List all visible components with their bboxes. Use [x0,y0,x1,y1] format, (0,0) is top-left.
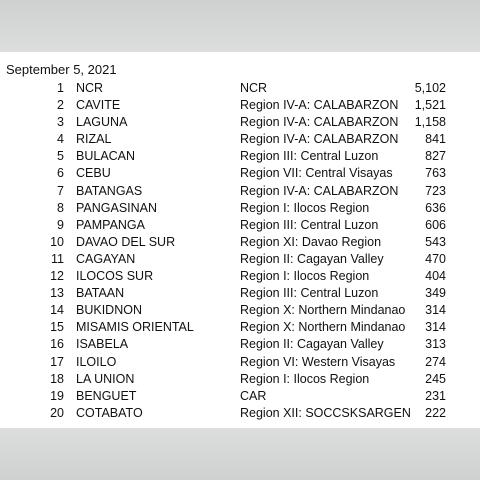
region-cell: Region XII: SOCCSKSARGEN [240,405,411,420]
count-cell: 827 [425,149,446,164]
region-cell: Region I: Ilocos Region [240,200,370,215]
count-cell: 470 [425,251,446,266]
count-cell: 274 [425,354,446,369]
count-cell: 404 [425,269,446,284]
table-row [0,268,480,285]
rank-cell: 17 [50,354,64,369]
region-cell: Region IV-A: CALABARZON [240,183,399,198]
table-row [0,165,480,182]
table-row [0,302,480,319]
rank-cell: 12 [50,269,64,284]
province-cell: BENGUET [76,388,137,403]
count-cell: 314 [425,320,446,335]
count-cell: 222 [425,405,446,420]
table-row [0,97,480,114]
region-cell: Region VII: Central Visayas [240,166,393,181]
rank-cell: 18 [50,371,64,386]
top-background-band [0,0,480,52]
rank-cell: 14 [50,303,64,318]
province-cell: MISAMIS ORIENTAL [76,320,194,335]
region-cell: Region XI: Davao Region [240,234,382,249]
table-row [0,251,480,268]
rank-cell: 19 [50,388,64,403]
count-cell: 1,158 [414,115,446,130]
count-cell: 723 [425,183,446,198]
rank-cell: 10 [50,234,64,249]
table-row [0,131,480,148]
province-cell: PANGASINAN [76,200,158,215]
region-cell: Region III: Central Luzon [240,149,379,164]
table-row [0,319,480,336]
count-cell: 1,521 [414,98,446,113]
region-cell: Region I: Ilocos Region [240,269,370,284]
rank-cell: 16 [50,337,64,352]
rank-cell: 5 [57,149,64,164]
count-cell: 763 [425,166,446,181]
table-row [0,371,480,388]
count-cell: 245 [425,371,446,386]
rank-cell: 15 [50,320,64,335]
region-cell: Region IV-A: CALABARZON [240,98,399,113]
rank-cell: 8 [57,200,64,215]
province-cell: DAVAO DEL SUR [76,234,176,249]
count-cell: 606 [425,217,446,232]
province-cell: NCR [76,81,104,95]
province-cell: CAVITE [76,98,121,113]
province-cell: BATANGAS [76,183,143,198]
table-row [0,336,480,353]
region-cell: Region III: Central Luzon [240,217,379,232]
count-cell: 314 [425,303,446,318]
count-cell: 841 [425,132,446,147]
rank-cell: 13 [50,286,64,301]
province-cell: BUKIDNON [76,303,142,318]
rank-cell: 1 [57,81,64,95]
table-row [0,183,480,200]
province-cell: CEBU [76,166,111,181]
rank-cell: 4 [57,132,64,147]
province-cell: LA UNION [76,371,135,386]
count-cell: 636 [425,200,446,215]
province-cell: PAMPANGA [76,217,145,232]
document-sheet [0,52,480,428]
table-row [0,388,480,405]
region-cell: Region IV-A: CALABARZON [240,132,399,147]
province-cell: RIZAL [76,132,112,147]
table-row [0,200,480,217]
rank-cell: 2 [57,98,64,113]
province-cell: LAGUNA [76,115,128,130]
table-row [0,354,480,371]
rank-cell: 7 [57,183,64,198]
region-cell: Region I: Ilocos Region [240,371,370,386]
count-cell: 543 [425,234,446,249]
region-cell: CAR [240,388,267,403]
region-cell: Region X: Northern Mindanao [240,320,406,335]
region-cell: Region IV-A: CALABARZON [240,115,399,130]
rank-cell: 11 [51,251,64,266]
report-date: September 5, 2021 [6,62,117,77]
rank-cell: 20 [50,405,64,420]
count-cell: 231 [425,388,446,403]
region-cell: Region VI: Western Visayas [240,354,396,369]
province-cell: ILOILO [76,354,117,369]
count-cell: 313 [425,337,446,352]
table-row [0,234,480,251]
province-cell: ILOCOS SUR [76,269,154,284]
province-cell: BATAAN [76,286,125,301]
region-cell: Region II: Cagayan Valley [240,251,384,266]
region-cell: NCR [240,81,268,95]
rank-cell: 3 [57,115,64,130]
table-row [0,114,480,131]
table-row [0,148,480,165]
table-row [0,80,480,97]
count-cell: 5,102 [414,81,446,95]
region-cell: Region III: Central Luzon [240,286,379,301]
rank-cell: 6 [57,166,64,181]
bottom-background-band [0,428,480,480]
province-cell: ISABELA [76,337,129,352]
rank-cell: 9 [57,217,64,232]
table-row [0,285,480,302]
province-cell: BULACAN [76,149,136,164]
region-cell: Region X: Northern Mindanao [240,303,406,318]
table-row [0,405,480,422]
ranking-table [0,80,480,422]
table-row [0,217,480,234]
region-cell: Region II: Cagayan Valley [240,337,384,352]
count-cell: 349 [425,286,446,301]
province-cell: COTABATO [76,405,143,420]
province-cell: CAGAYAN [76,251,136,266]
